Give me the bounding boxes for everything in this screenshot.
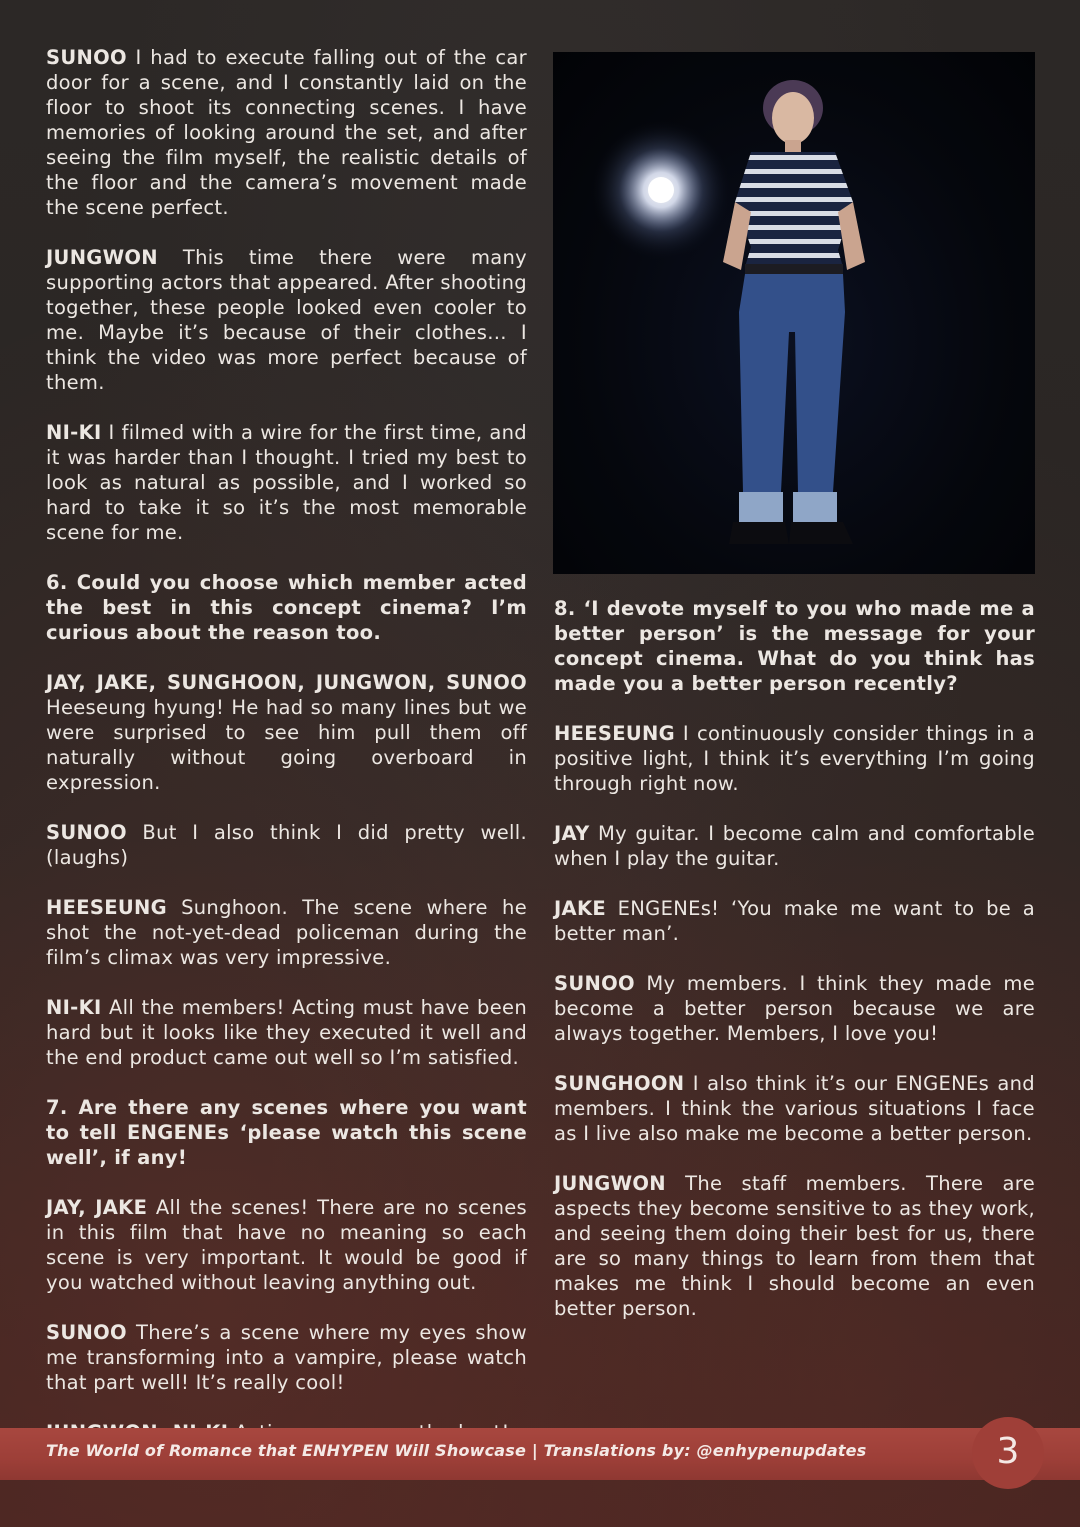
answer-text: My guitar. I become calm and comfortable when I play the guitar. [554,822,1035,870]
left-shoe [729,522,789,544]
right-cuff [793,492,837,522]
face [772,92,814,144]
answer-text: This time there were many supporting actors that appeared. After shooting together, these people looked even cooler to me. Maybe it’s because of their clothes… I think the video was more perfect because of them. [46,246,527,394]
answer-sunoo-1 [46,45,527,220]
answer-text: All the scenes! There are no scenes in this film that have no meaning so each scene is very important. It would be good if you watched without leaving anything out. [46,1196,527,1294]
question-6: 6. Could you choose which member acted the best in this concept cinema? I’m curious about the reason too. [46,571,527,644]
answer-text: I also think it’s our ENGENEs and members. I think the various situations I face as I live also make me become a better person. [554,1072,1035,1145]
right-arm [838,202,865,270]
light-core [648,177,674,203]
answer-text: Heeseung hyung! He had so many lines but we were surprised to see him pull them off naturally without going overboard in expression. [46,696,527,794]
speaker-name: NI-KI [46,996,102,1019]
answer-text: I had to execute falling out of the car door for a scene, and I constantly laid on the floor to shoot its connecting scenes. I have memories of looking around the set, and after seeing the film myself, the realistic details of the floor and the camera’s movement made the scene perfect. [46,46,527,219]
speaker-name: JAY, JAKE [46,1196,148,1219]
answer-text: I filmed with a wire for the first time, and it was harder than I thought. I tried my best to look as natural as possible, and I worked so hard to take it so it’s the most memorable scene for me. [46,421,527,544]
answer-text: Sunghoon. The scene where he shot the not-yet-dead policeman during the film’s climax was very impressive. [46,896,527,969]
answer-sunoo-q8 [554,971,1035,1046]
photo-illustration [553,52,1035,574]
left-cuff [739,492,783,522]
right-column [554,596,1035,1346]
speaker-name: HEESEUNG [554,722,675,745]
speaker-name: SUNOO [46,46,127,69]
speaker-name: JUNGWON [46,246,158,269]
speaker-name: SUNOO [554,972,635,995]
answer-text: There’s a scene where my eyes show me transforming into a vampire, please watch that part well! It’s really cool! [46,1321,527,1394]
answer-text: But I also think I did pretty well. (laughs) [46,821,527,869]
answer-text: The staff members. There are aspects they become sensitive to as they work, and seeing them doing their best for us, there are so many things to learn from them that makes me think I should become an even better person. [554,1172,1035,1320]
answer-heeseung-q8 [554,721,1035,796]
speaker-name: JAY [554,822,590,845]
answer-heeseung-q6 [46,895,527,970]
answer-text: My members. I think they made me become a better person because we are always together. Members, I love you! [554,972,1035,1045]
answer-sunoo-q7 [46,1320,527,1395]
speaker-name: NI-KI [46,421,102,444]
answer-jay-jake-q7 [46,1195,527,1295]
answer-jungwon-1 [46,245,527,395]
answer-text: I continuously consider things in a positive light, I think it’s everything I’m going through right now. [554,722,1035,795]
question-7: 7. Are there any scenes where you want to tell ENGENEs ‘please watch this scene well’, if any! [46,1096,527,1169]
answer-text: ENGENEs! ‘You make me want to be a better man’. [554,897,1035,945]
jeans [739,274,845,492]
speaker-name: JUNGWON [554,1172,666,1195]
answer-niki-q6 [46,995,527,1070]
left-column [46,45,527,1470]
answer-niki-1 [46,420,527,545]
neck [785,140,801,154]
answer-jungwon-q8 [554,1171,1035,1321]
member-photo [553,52,1035,574]
answer-text: All the members! Acting must have been hard but it looks like they executed it well and the end product came out well so I’m satisfied. [46,996,527,1069]
answer-jake-q8 [554,896,1035,946]
speaker-name: SUNOO [46,1321,127,1344]
answer-sunoo-q6 [46,820,527,870]
page-number: 3 [996,1431,1020,1472]
speaker-name: SUNGHOON [554,1072,685,1095]
speaker-name: JAY, JAKE, SUNGHOON, JUNGWON, SUNOO [46,671,527,694]
footer-caption: The World of Romance that ENHYPEN Will Showcase | Translations by: @enhypenupdates [46,1441,867,1460]
speaker-name: SUNOO [46,821,127,844]
question-8: 8. ‘I devote myself to you who made me a better person’ is the message for your concept cinema. What do you think has made you a better person recently? [554,597,1035,695]
right-shoe [789,522,853,544]
answer-group-q6 [46,670,527,795]
answer-jay-q8 [554,821,1035,871]
speaker-name: HEESEUNG [46,896,167,919]
speaker-name: JAKE [554,897,606,920]
answer-sunghoon-q8 [554,1071,1035,1146]
striped-shirt [735,152,853,267]
